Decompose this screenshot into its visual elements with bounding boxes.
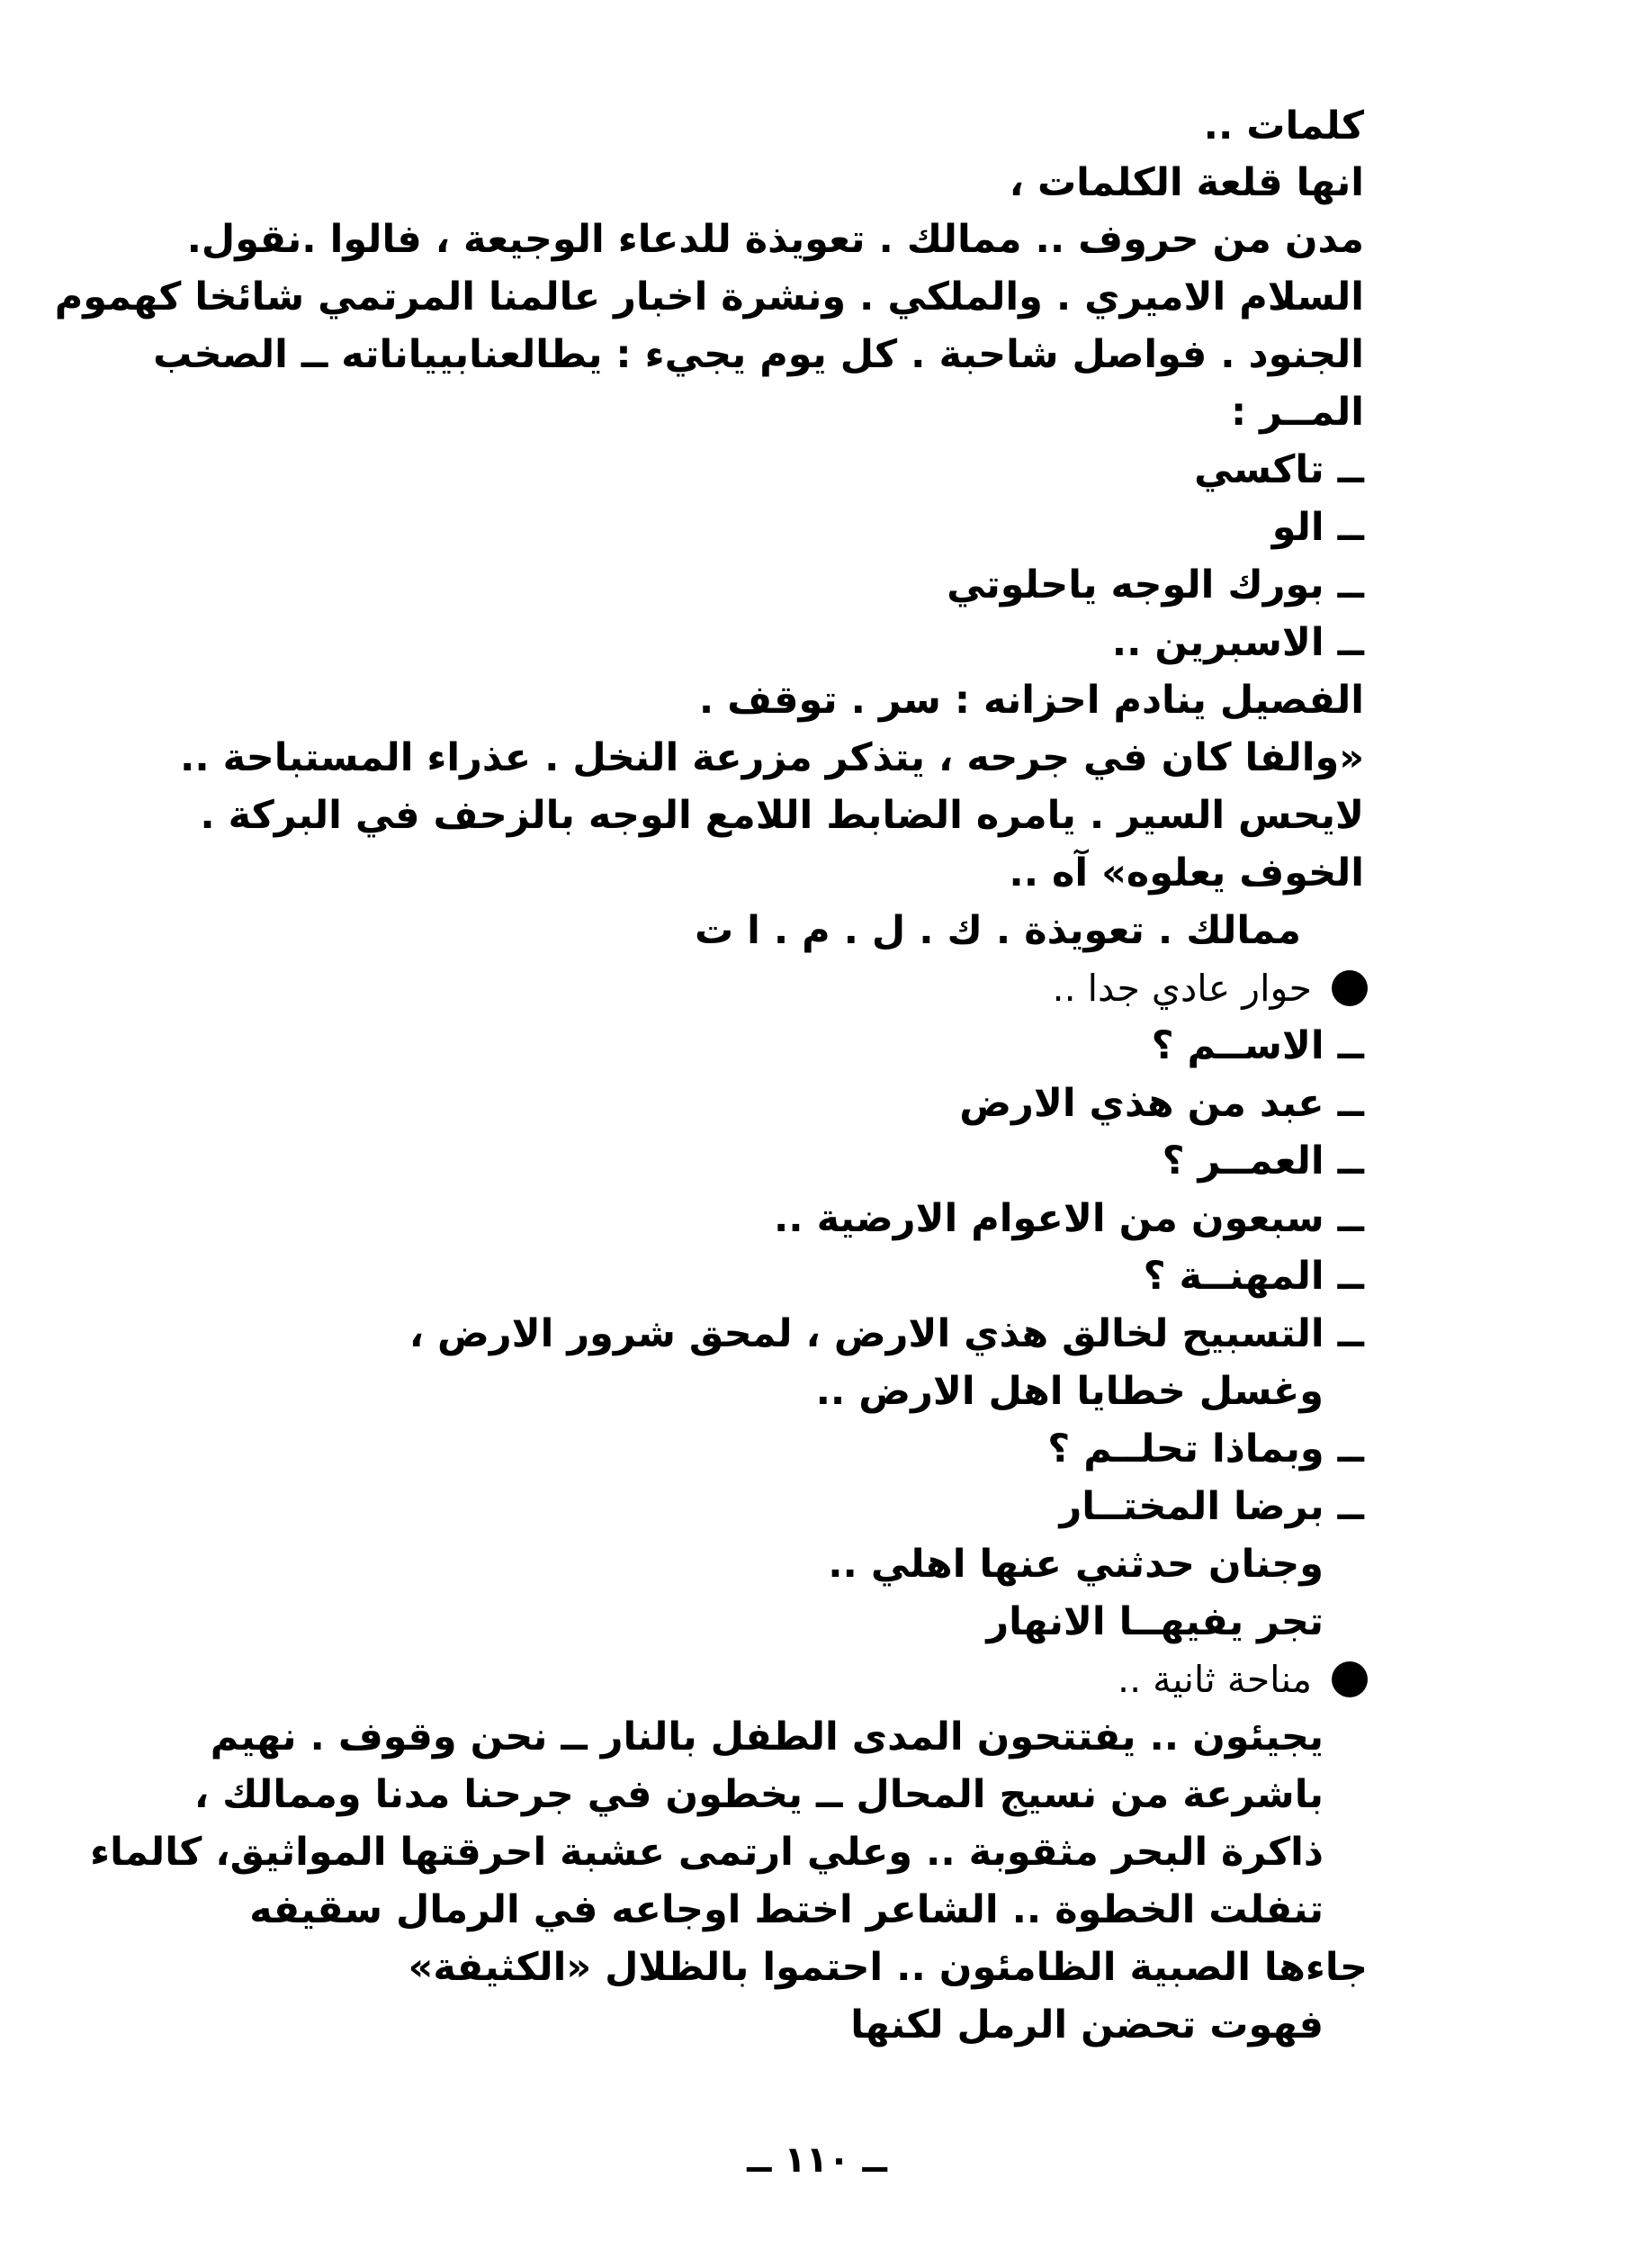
text-line: ممالك . تعويذة . ك . ل . م . ا ت — [694, 908, 1301, 953]
dialogue-line: ــ العمــر ؟ — [1162, 1138, 1364, 1184]
text-line: تنفلت الخطوة .. الشاعر اختط اوجاعه في الرمال سقيفه — [249, 1887, 1324, 1932]
text-line: الجنود . فواصل شاحبة . كل يوم يجيء : يطالعنابيياناته ــ الصخب — [153, 332, 1364, 377]
text-line: انها قلعة الكلمات ، — [1009, 160, 1364, 205]
dialogue-line: وجنان حدثني عنها اهلي .. — [828, 1542, 1324, 1587]
dialogue-line: ــ المهنــة ؟ — [1143, 1254, 1364, 1299]
dialogue-line: ــ الاســم ؟ — [1151, 1023, 1364, 1068]
text-line: ــ الاسبرين .. — [1111, 620, 1364, 665]
text-line: السلام الاميري . والملكي . ونشرة اخبار عالمنا المرتمي شائخا كهموم — [54, 274, 1364, 320]
text-line: كلمات .. — [1203, 104, 1364, 148]
dialogue-line: تجر يفيهــا الانهار — [986, 1599, 1324, 1644]
section-heading-label: مناحة ثانية .. — [1118, 1658, 1312, 1701]
text-line: ــ الو — [1271, 505, 1364, 550]
bullet-dot-icon — [1332, 1661, 1368, 1697]
text-line: جاءها الصبية الظامئون .. احتموا بالظلال «الكثيفة» — [408, 1945, 1368, 1990]
page-number: ــ ١١٠ ــ — [747, 2139, 887, 2181]
section-heading — [1053, 961, 1368, 1015]
dialogue-line: ــ وبماذا تحلــم ؟ — [1047, 1426, 1364, 1472]
dialogue-line: ــ التسبيح لخالق هذي الارض ، لمحق شرور الارض ، — [408, 1311, 1364, 1356]
dialogue-line: ــ عبد من هذي الارض — [959, 1081, 1364, 1126]
text-line: المــر : — [1230, 390, 1364, 435]
text-line: الخوف يعلوه» آه .. — [1009, 850, 1364, 896]
section-heading-label: حوار عادي جدا .. — [1052, 967, 1312, 1010]
text-line: «والفا كان في جرحه ، يتذكر مزرعة النخل . عذراء المستباحة .. — [180, 735, 1364, 780]
section-heading — [1118, 1652, 1368, 1706]
dialogue-line: ــ برضا المختــار — [1059, 1484, 1364, 1529]
dialogue-line: ــ سبعون من الاعوام الارضية .. — [773, 1196, 1364, 1241]
text-line: ــ بورك الوجه ياحلوتي — [947, 562, 1364, 608]
text-line: باشرعة من نسيج المحال ــ يخطون في جرحنا مدنا وممالك ، — [193, 1772, 1324, 1817]
text-line: الفصيل ينادم احزانه : سر . توقف . — [698, 678, 1364, 723]
text-line: مدن من حروف .. ممالك . تعويذة للدعاء الوجيعة ، فالوا .نقول. — [186, 217, 1364, 262]
dialogue-line: وغسل خطايا اهل الارض .. — [815, 1369, 1324, 1414]
bullet-dot-icon — [1332, 970, 1368, 1006]
text-line: فهوت تحضن الرمل لكنها — [850, 2002, 1324, 2048]
text-line: لايحس السير . يامره الضابط اللامع الوجه بالزحف في البركة . — [200, 793, 1364, 838]
text-line: ذاكرة البحر مثقوبة .. وعلي ارتمى عشبة احرقتها المواثيق، كالماء — [90, 1830, 1324, 1875]
text-line: يجيئون .. يفتتحون المدى الطفل بالنار ــ نحن وقوف . نهيم — [210, 1714, 1324, 1760]
text-line: ــ تاكسي — [1194, 447, 1364, 492]
